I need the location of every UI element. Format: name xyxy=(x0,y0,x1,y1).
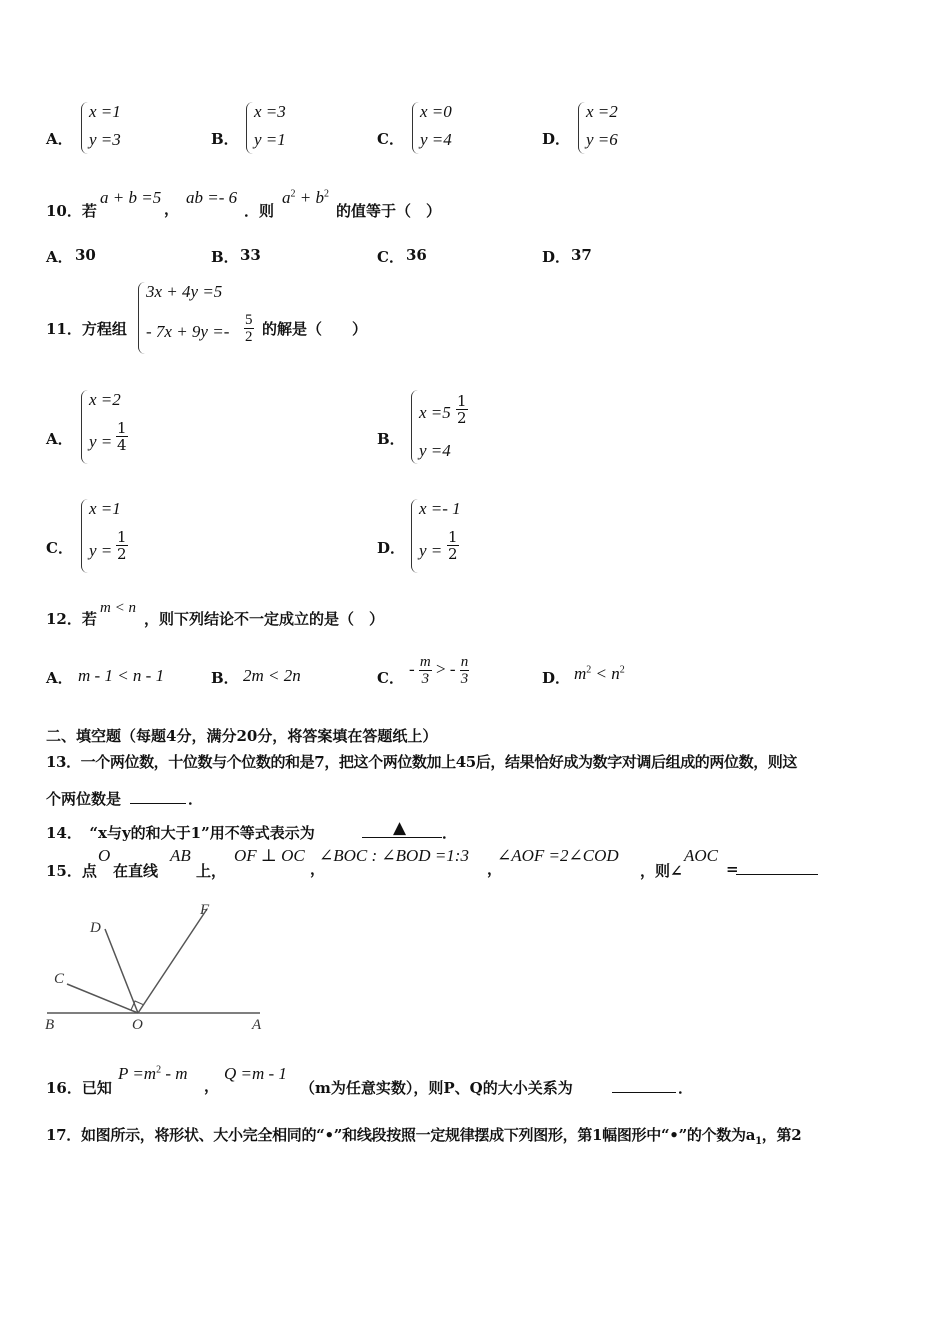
fraction: $\frac{1}{2}$ xyxy=(457,392,467,427)
q11-suffix: 的解是（ ） xyxy=(262,320,368,338)
eq-x: x =1 xyxy=(89,499,121,518)
label-b: B xyxy=(45,1017,55,1033)
eq-y: y = xyxy=(419,541,443,560)
option-label: A． xyxy=(46,669,73,687)
answer-blank[interactable] xyxy=(130,803,186,804)
q12-a-expr: m - 1 < n - 1 xyxy=(78,666,165,685)
q15-comma: ， xyxy=(487,860,503,878)
fraction: $\frac{1}{2}$ xyxy=(117,528,127,563)
q15-cond3: ∠AOF =2∠COD xyxy=(497,846,619,865)
option-label: A． xyxy=(46,130,73,148)
ray-of xyxy=(138,909,207,1013)
q11-eq1: 3x + 4y =5 xyxy=(146,282,223,301)
answer-blank[interactable] xyxy=(612,1092,676,1093)
brace xyxy=(578,102,585,154)
angle-figure xyxy=(40,895,270,1035)
brace xyxy=(81,102,88,154)
eq-y: y =4 xyxy=(420,130,452,149)
option-label: D． xyxy=(542,669,571,687)
q10-expr: $a^2 + b^2$ xyxy=(282,188,329,207)
label-a: A xyxy=(252,1017,262,1033)
q12-suffix: ，则下列结论不一定成立的是（ ） xyxy=(144,610,385,628)
answer-blank[interactable] xyxy=(736,874,818,875)
q15-comma: ， xyxy=(310,860,326,878)
label-c: C xyxy=(54,971,65,987)
label-f: F xyxy=(200,902,210,918)
label-d: D xyxy=(90,920,101,936)
eq-x: x =1 xyxy=(89,102,121,121)
q11-eq2: - 7x + 9y =- xyxy=(146,322,230,341)
q16-q: Q =m - 1 xyxy=(224,1064,287,1083)
eq-y: y =4 xyxy=(419,441,451,460)
eq-y: y =3 xyxy=(89,130,121,149)
section-heading: 二、填空题（每题4分，满分20分，将答案填在答题纸上） xyxy=(46,727,438,745)
brace xyxy=(81,499,88,573)
right-angle-mark xyxy=(131,1001,144,1010)
brace xyxy=(411,499,418,573)
option-label: C． xyxy=(377,130,404,148)
fraction: $\frac{1}{4}$ xyxy=(117,419,127,454)
option-value: 36 xyxy=(406,246,427,264)
fraction: $\frac{1}{2}$ xyxy=(448,528,458,563)
brace xyxy=(138,282,145,354)
option-label: A． xyxy=(46,430,73,448)
q17-text: 17．如图所示，将形状、大小完全相同的“•”和线段按照一定规律摆成下列图形，第1幅图形中“•”的个数为$a_1$，第2 xyxy=(46,1126,802,1147)
option-label: B． xyxy=(377,430,405,448)
q15-eq: = xyxy=(726,860,739,878)
q11-number: 11．方程组 xyxy=(46,320,127,338)
eq-x: x =2 xyxy=(89,390,121,409)
q13-line2: 个两位数是 xyxy=(46,790,122,808)
q15-line-ab: AB xyxy=(170,846,191,865)
label-o: O xyxy=(132,1017,143,1033)
option-value: 30 xyxy=(75,246,96,264)
q12-b-expr: 2m < 2n xyxy=(243,666,301,685)
option-label: C． xyxy=(377,669,404,687)
q16-suffix: （m为任意实数），则P、Q的大小关系为 xyxy=(300,1079,573,1097)
option-label: B． xyxy=(211,248,239,266)
q14-end: ． xyxy=(442,824,458,842)
triangle-marker-icon: ▲ xyxy=(393,818,407,838)
eq-x: x =- 1 xyxy=(419,499,461,518)
eq-x: x =2 xyxy=(586,102,618,121)
option-label: D． xyxy=(542,248,571,266)
q10-eq1: a + b =5 xyxy=(100,188,162,207)
q16-p: $P =m^2 - m$ xyxy=(118,1064,188,1083)
eq-y: y = xyxy=(89,541,113,560)
brace xyxy=(246,102,253,154)
ray-oc xyxy=(67,984,138,1013)
q10-eq2: ab =- 6 xyxy=(186,188,238,207)
eq-y: y =1 xyxy=(254,130,286,149)
brace xyxy=(412,102,419,154)
option-label: B． xyxy=(211,130,239,148)
q15-cond2: ∠BOC : ∠BOD =1:3 xyxy=(319,846,469,865)
q16-comma: ， xyxy=(204,1077,220,1095)
option-label: C． xyxy=(46,539,73,557)
q12-c-expr: - $\frac{m}{3}$ > - $\frac{n}{3}$ xyxy=(409,654,469,687)
eq-x: x =3 xyxy=(254,102,286,121)
brace xyxy=(81,390,88,464)
eq-x: x =5 xyxy=(419,403,451,422)
eq-x: x =0 xyxy=(420,102,452,121)
eq-y: y = xyxy=(89,432,113,451)
option-value: 37 xyxy=(571,246,592,264)
eq-y: y =6 xyxy=(586,130,618,149)
q15-on-line: 在直线 xyxy=(113,862,159,880)
ray-od xyxy=(105,929,138,1013)
q15-then: ，则∠ xyxy=(640,862,683,880)
q12-d-expr: $m^2 < n^2$ xyxy=(574,664,625,683)
option-label: A． xyxy=(46,248,73,266)
q15-cond1: OF ⊥ OC xyxy=(234,846,305,865)
q15-number: 15．点 xyxy=(46,862,97,880)
q15-point-o: O xyxy=(98,846,111,865)
q12-cond: m < n xyxy=(100,600,136,616)
q13-end: ． xyxy=(188,790,204,808)
q10-suffix: 的值等于（ ） xyxy=(336,202,442,220)
option-label: B． xyxy=(211,669,239,687)
option-label: D． xyxy=(542,130,571,148)
option-label: C． xyxy=(377,248,404,266)
q16-number: 16．已知 xyxy=(46,1079,112,1097)
option-value: 33 xyxy=(240,246,261,264)
brace xyxy=(411,390,418,464)
q11-eq2-fraction: $\frac{5}{2}$ xyxy=(245,312,253,345)
q10-then: ．则 xyxy=(244,202,275,220)
q15-shang: 上， xyxy=(196,862,227,880)
q16-end: ． xyxy=(678,1079,694,1097)
q14-text: 14． “x与y的和大于1”用不等式表示为 xyxy=(46,824,315,842)
q13-line1: 13．一个两位数，十位数与个位数的和是7，把这个两位数加上45后，结果恰好成为数字对调后组成的两位数，则这 xyxy=(46,753,797,771)
q12-number: 12．若 xyxy=(46,610,97,628)
q10-sep: ， xyxy=(164,200,180,218)
option-label: D． xyxy=(377,539,406,557)
q15-target: AOC xyxy=(684,846,718,865)
q10-number: 10．若 xyxy=(46,202,97,220)
